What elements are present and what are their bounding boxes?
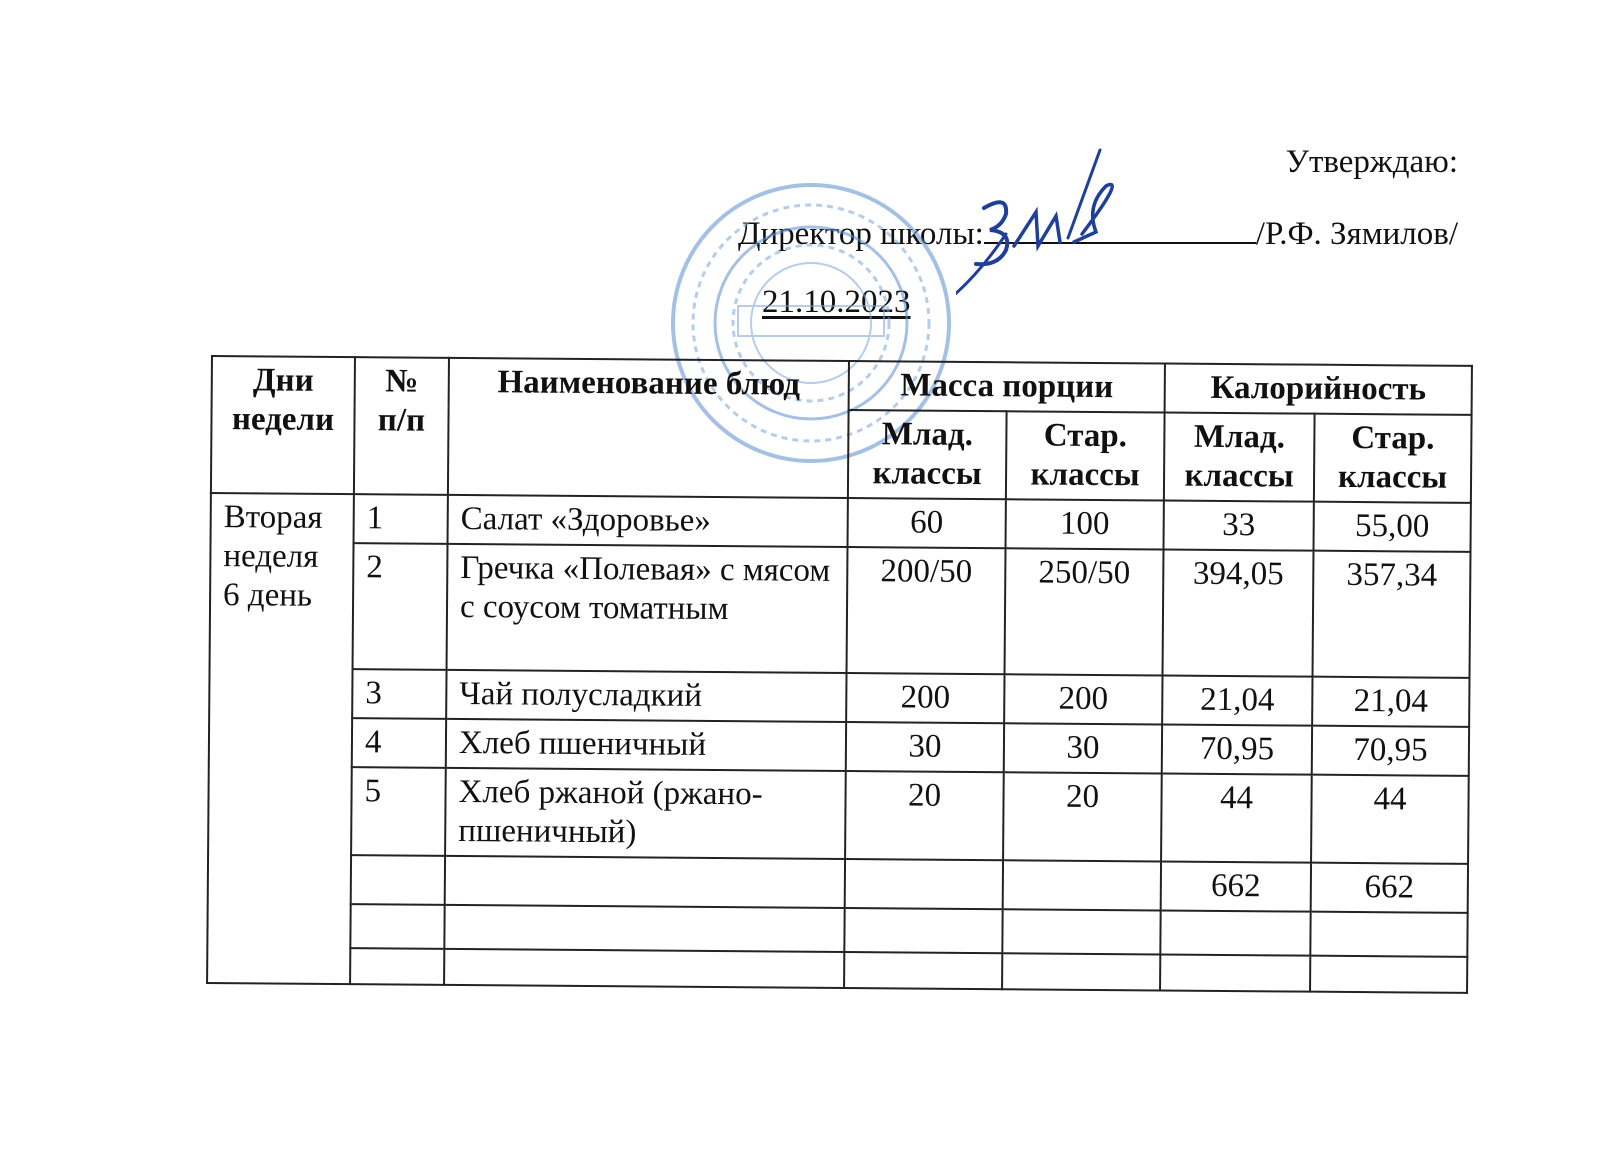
empty-cell — [444, 905, 844, 952]
empty-cell — [1160, 954, 1310, 991]
approval-date: 21.10.2023 — [762, 284, 911, 320]
header-mass: Масса порции — [849, 361, 1165, 412]
calories-senior: 70,95 — [1312, 726, 1469, 776]
total-calories-junior: 662 — [1161, 861, 1311, 911]
director-signature-line — [738, 212, 1458, 254]
dish-name: Гречка «Полевая» с мясом с соусом томатным — [447, 544, 848, 673]
mass-senior: 200 — [1004, 674, 1162, 724]
signature-underline — [984, 212, 1256, 244]
mass-junior: 200/50 — [847, 547, 1006, 674]
mass-junior: 200 — [846, 673, 1004, 723]
empty-cell — [845, 859, 1003, 909]
calories-junior: 44 — [1161, 773, 1312, 862]
row-number: 3 — [352, 669, 446, 719]
empty-cell — [844, 908, 1002, 953]
header-days: Дни недели — [211, 356, 355, 494]
calories-senior: 44 — [1311, 775, 1469, 864]
empty-cell — [350, 904, 444, 949]
row-number: 2 — [353, 543, 448, 670]
header-mass-junior: Млад. классы — [848, 410, 1007, 499]
empty-cell — [351, 855, 445, 905]
header-calories: Калорийность — [1165, 363, 1472, 414]
mass-junior: 20 — [845, 771, 1004, 860]
header-mass-senior: Стар. классы — [1006, 411, 1165, 500]
calories-junior: 33 — [1164, 500, 1314, 550]
header-row — [212, 356, 1472, 415]
empty-cell — [1310, 956, 1467, 993]
calories-senior: 21,04 — [1312, 677, 1469, 727]
row-number: 5 — [351, 767, 446, 856]
empty-cell — [844, 952, 1002, 989]
empty-cell — [1160, 910, 1310, 955]
calories-senior: 357,34 — [1313, 551, 1471, 678]
director-name: /Р.Ф. Зямилов/ — [1255, 216, 1458, 252]
mass-senior: 20 — [1003, 772, 1162, 861]
mass-senior: 250/50 — [1005, 548, 1164, 675]
menu-table — [206, 355, 1473, 994]
empty-cell — [1310, 912, 1467, 957]
empty-cell — [1002, 953, 1160, 990]
mass-junior: 60 — [848, 498, 1006, 548]
empty-cell — [444, 949, 844, 988]
header-number: № п/п — [354, 357, 449, 495]
table-row — [208, 766, 1469, 864]
empty-cell — [1003, 860, 1161, 910]
director-label: Директор школы: — [738, 216, 984, 252]
calories-senior: 55,00 — [1314, 502, 1471, 552]
empty-cell — [445, 856, 845, 908]
day-label: Вторая неделя 6 день — [207, 493, 354, 984]
dish-name: Салат «Здоровье» — [448, 495, 848, 547]
calories-junior: 21,04 — [1162, 675, 1312, 725]
row-number: 1 — [354, 494, 448, 544]
dish-name: Хлеб ржаной (ржано-пшеничный) — [445, 768, 846, 859]
approval-title: Утверждаю: — [1285, 144, 1458, 180]
empty-cell — [1002, 909, 1160, 954]
header-cal-senior: Стар. классы — [1314, 414, 1472, 503]
empty-cell — [350, 948, 444, 985]
header-dish: Наименование блюд — [448, 358, 849, 498]
calories-junior: 394,05 — [1163, 549, 1314, 676]
mass-senior: 30 — [1004, 723, 1162, 773]
calories-junior: 70,95 — [1162, 724, 1312, 774]
dish-name: Чай полусладкий — [446, 670, 846, 722]
mass-junior: 30 — [846, 722, 1004, 772]
dish-name: Хлеб пшеничный — [446, 719, 846, 771]
header-cal-junior: Млад. классы — [1164, 412, 1315, 501]
table-row — [210, 542, 1471, 678]
total-calories-senior: 662 — [1311, 863, 1468, 913]
row-number: 4 — [352, 718, 446, 768]
mass-senior: 100 — [1006, 499, 1164, 549]
